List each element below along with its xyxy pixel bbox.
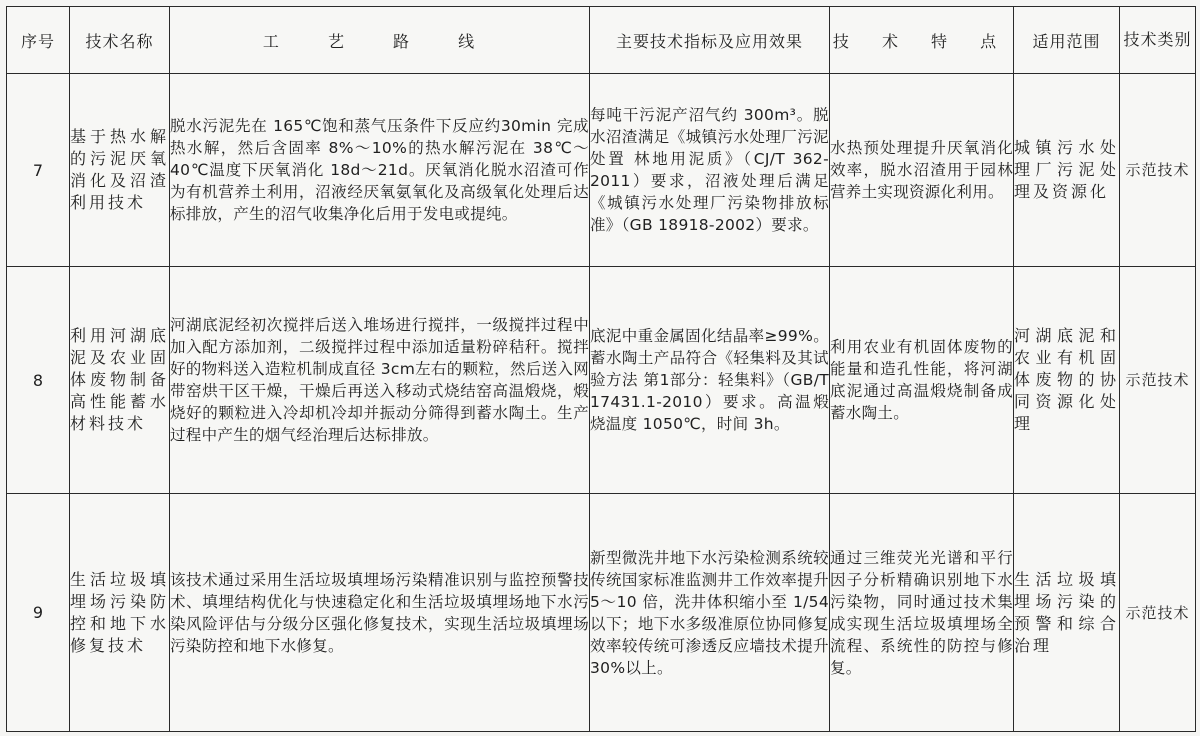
header-scope: 适用范围 [1014, 7, 1120, 74]
row-process-route: 该技术通过采用生活垃圾填埋场污染精准识别与监控预警技术、填埋结构优化与快速稳定化和生活垃圾填埋场地下水污染风险评估与分级分区强化修复技术，实现生活垃圾填埋场污染防控和地下水修复。 [170, 494, 590, 732]
row-scope: 河湖底泥和农业有机固体废物的协同资源化处理 [1014, 267, 1120, 494]
row-process-route: 河湖底泥经初次搅拌后送入堆场进行搅拌，一级搅拌过程中加入配方添加剂，二级搅拌过程中添加适量粉碎秸秆。搅拌好的物料送入造粒机制成直径 3cm左右的颗粒，然后送入网带窑烘干区干燥，干燥后再送入移动式烧结窑高温煅烧，煅烧好的颗粒进入冷却机冷却并振动分筛得到蓄水陶土。生产过程中产生的烟气经治理后达标排放。 [170, 267, 590, 494]
header-row [7, 7, 1196, 74]
header-route: 工 艺 路 线 [170, 7, 590, 74]
header-features: 技 术 特 点 [830, 7, 1014, 74]
row-type: 示范技术 [1120, 267, 1196, 494]
header-name: 技术名称 [70, 7, 170, 74]
row-features: 通过三维荧光光谱和平行因子分析精确识别地下水污染物，同时通过技术集成实现生活垃圾填埋场全流程、系统性的防控与修复。 [830, 494, 1014, 732]
row-seq: 8 [7, 267, 70, 494]
technology-table [6, 6, 1196, 732]
row-indicators: 新型微洗井地下水污染检测系统较传统国家标准监测井工作效率提升 5～10 倍，洗井体积缩小至 1/54 以下；地下水多级准原位协同修复效率较传统可渗透反应墙技术提升 30%以上。 [590, 494, 830, 732]
row-process-route: 脱水污泥先在 165℃饱和蒸气压条件下反应约30min 完成热水解，然后含固率 8%～10%的热水解污泥在 38℃～40℃温度下厌氧消化 18d～21d。厌氧消化脱水沼渣可作为有机营养土利用，沼液经厌氧氨氧化及高级氧化处理后达标排放，产生的沼气收集净化后用于发电或提纯。 [170, 74, 590, 267]
row-scope: 生活垃圾填埋场污染的预警和综合治理 [1014, 494, 1120, 732]
row-indicators: 底泥中重金属固化结晶率≥99%。蓄水陶土产品符合《轻集料及其试验方法 第1部分：轻集料》（GB/T 17431.1-2010）要求。高温煅烧温度 1050℃，时间 3h。 [590, 267, 830, 494]
table-row [7, 267, 1196, 494]
row-seq: 9 [7, 494, 70, 732]
row-seq: 7 [7, 74, 70, 267]
row-tech-name: 生活垃圾填埋场污染防控和地下水修复技术 [70, 494, 170, 732]
header-indicators: 主要技术指标及应用效果 [590, 7, 830, 74]
row-features: 水热预处理提升厌氧消化效率，脱水沼渣用于园林营养土实现资源化利用。 [830, 74, 1014, 267]
row-tech-name: 利用河湖底泥及农业固体废物制备高性能蓄水材料技术 [70, 267, 170, 494]
row-type: 示范技术 [1120, 74, 1196, 267]
row-features: 利用农业有机固体废物的能量和造孔性能，将河湖底泥通过高温煅烧制备成蓄水陶土。 [830, 267, 1014, 494]
row-type: 示范技术 [1120, 494, 1196, 732]
header-type: 技术类别 [1120, 7, 1196, 74]
header-seq: 序号 [7, 7, 70, 74]
table-row [7, 494, 1196, 732]
table-row [7, 74, 1196, 267]
row-scope: 城镇污水处理厂污泥处理及资源化 [1014, 74, 1120, 267]
row-tech-name: 基于热水解的污泥厌氧消化及沼渣利用技术 [70, 74, 170, 267]
row-indicators: 每吨干污泥产沼气约 300m³。脱水沼渣满足《城镇污水处理厂污泥处置 林地用泥质》（CJ/T 362-2011）要求，沼液处理后满足《城镇污水处理厂污染物排放标准》（GB 18918-2002）要求。 [590, 74, 830, 267]
